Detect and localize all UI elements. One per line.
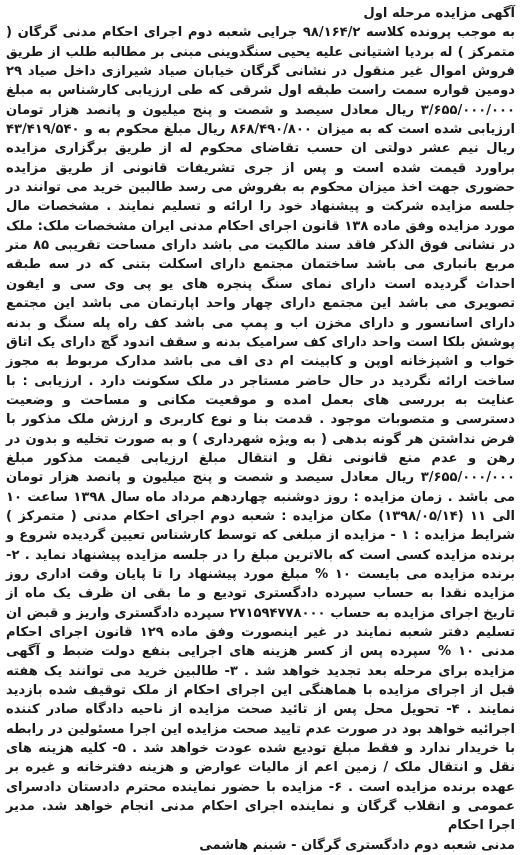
notice-title: آگهی مزایده مرحله اول	[363, 6, 515, 21]
notice-signature: مدنی شعبه دوم دادگستری گرگان - شبنم هاشمی	[199, 837, 515, 853]
notice-body: به موجب پرونده کلاسه ۹۸/۱۶۴/۲ جرایی شعبه دوم اجرای احکام مدنی گرگان ( متمرکز ) له بردیا اشتیانی علیه یحیی سنگدوینی مبنی بر مطالبه طلب از طریق فروش اموال غیر منقول در نشانی گرگان خیابان صیاد شیرازی داخل صیاد ۲۹ دومین قواره سمت راست طبقه اول شرقی که طی ارزیابی کارشناس به مبلغ ۳/۶۵۵/۰۰۰/۰۰۰ ریال معادل سیصد و شصت و پنج میلیون و پانصد هزار تومان ارزیابی شده است که به میزان ۸۶۸/۴۹۰/۸۰۰ ریال مبلغ محکوم به و ۴۳/۴۱۹/۵۴۰ ریال نیم عشر دولتی ان حسب تقاضای محکوم له از طریق برگزاری مزایده براورد قیمت شده است و پس از جری تشریفات قانونی از طریق مزایده حضوری جهت اخذ میزان محکوم به بفروش می رسد طالبین خرید می توانند در جلسه مزایده شرکت و پیشنهاد خود را ارائه و تسلیم نمایند . مشخصات مال مورد مزایده وفق ماده ۱۳۸ قانون اجرای احکام مدنی ایران مشخصات ملک: ملک در نشانی فوق الذکر فاقد سند مالکیت می باشد دارای مساحت تقریبی ۸۵ متر مربع بانباری می باشد ساختمان مجتمع دارای اسکلت بتنی که در سه طبقه احداث گردیده است دارای نمای سنگ پنجره های یو پی وی سی و ایفون تصویری می باشد این مجتمع دارای چهار واحد اپارتمان می باشد این مجتمع دارای اسانسور و دارای مخزن اب و پمپ می باشد کف راه پله سنگ و بدنه پوشش بلکا است واحد دارای کف سرامیک بدنه و سقف اندود گچ دارای یک اتاق خواب و اشپزخانه اوپن و کابینت ام دی اف می باشد مدارک مربوط به مجوز ساخت ارائه نگردید در حال حاضر مستاجر در ملک سکونت دارد . ارزیابی : با عنایت به بررسی های بعمل امده و موقعیت مکانی و مساحت و وضعیت دسترسی و متصوبات موجود . قدمت بنا و نوع کاربری و ارزش ملک مذکور با فرض نداشتن هر گونه بدهی ( به ویژه شهرداری ) و به صورت تخلیه و بدون در رهن و عدم منع قانونی نقل و انتقال مبلغ ارزیابی قیمت مذکور مبلغ ۳/۶۵۵/۰۰۰/۰۰۰ ریال معادل سیصد و شصت و پنج میلیون و پانصد هزار تومان می باشد . زمان مزایده : روز دوشنبه چهاردهم مرداد ماه سال ۱۳۹۸ ساعت ۱۰ الی ۱۱ (۱۳۹۸/۰۵/۱۴) مکان مزایده : شعبه دوم اجرای احکام مدنی ( متمرکز ) شرایط مزایده : ۱ - مزایده از مبلغی که توسط کارشناس تعیین گردیده شروع و برنده مزایده کسی است که بالاترین مبلغ را در جلسه مزایده پیشنهاد نماید . ۲- برنده مزایده می بایست ۱۰ % مبلغ مورد پیشنهاد را تا پایان وقت اداری روز مزایده نقدا به حساب سپرده دادگستری تودیع و ما بقی ان ظرف یک ماه از تاریخ اجرای مزایده به حساب ۲۷۱۵۹۴۷۷۸۰۰۰ سپرده دادگستری واریز و قبض ان تسلیم دفتر شعبه نمایند در غیر اینصورت وفق ماده ۱۲۹ قانون اجرای احکام مدنی ۱۰ % سپرده پس از کسر هزینه های اجرایی بنفع دولت ضبط و آگهی مزایده برای مرحله بعد تجدید خواهد شد . ۳- طالبین خرید می توانند یک هفته قبل از اجرای مزایده با هماهنگی این اجرای احکام از ملک توقیف شده بازدید نمایند . ۴- تحویل محل پس از تائید صحت مزایده از ناحیه دادگاه صادر کننده اجرائیه خواهد بود در صورت عدم تایید صحت مزایده این اجرا مسئولین در رابطه با خریدار ندارد و فقط مبلغ تودیع شده عودت خواهد شد . ۵- کلیه هزینه های نقل و انتقال ملک / زمین اعم از مالیات عوارض و هزینه دفترخانه و غیره بر عهده برنده مزایده است . ۶- مزایده با حضور نماینده محترم دادستان دادسرای عمومی و انقلاب گرگان و نماینده اجرای احکام مدنی انجام خواهد شد. مدیر اجرا احکام	[6, 25, 516, 834]
